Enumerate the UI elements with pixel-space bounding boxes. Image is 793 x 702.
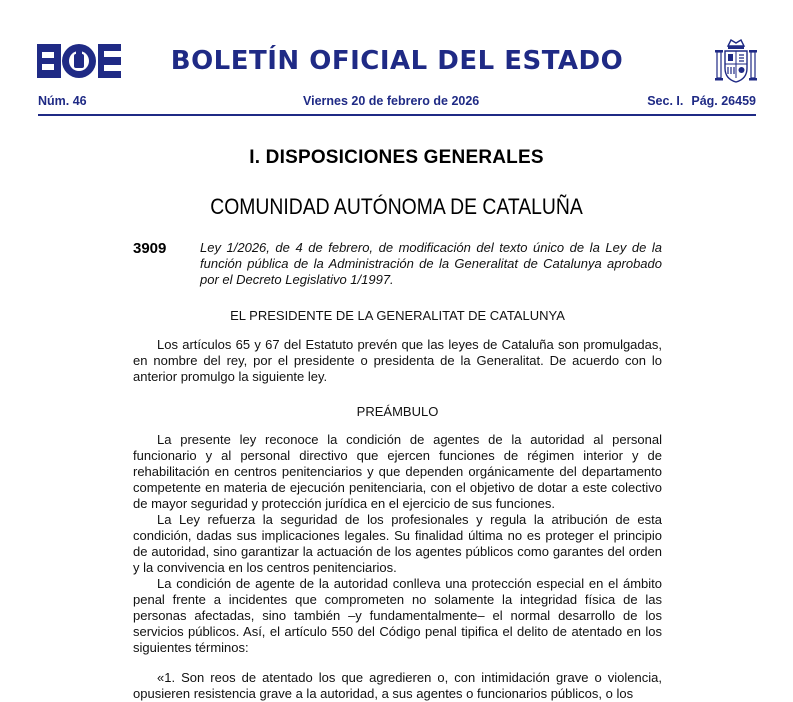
issue-metadata: [38, 94, 756, 112]
boe-logo: [37, 44, 121, 78]
gazette-title: BOLETÍN OFICIAL DEL ESTADO: [170, 46, 624, 76]
section-label: Sec. I.: [647, 94, 684, 108]
promulgation-block: [133, 337, 662, 385]
paragraph: La Ley refuerza la seguridad de los profesionales y regula la atribución de esta condición, dadas sus implicaciones legales. Su finalidad última no es proteger el principio de autoridad, sino garantizar la actuación de los agentes públicos como garantes del orden y la convivencia en los centros penitenciarios.: [133, 512, 662, 575]
issue-date: Viernes 20 de febrero de 2026: [303, 94, 480, 108]
boe-header: [0, 0, 793, 120]
quoted-paragraph: «1. Son reos de atentado los que agredieren o, con intimidación grave o violencia, opusieren resistencia grave a la autoridad, a sus agentes o funcionarios públicos, o los: [133, 670, 662, 701]
section-page: [647, 94, 756, 108]
paragraph: La condición de agente de la autoridad conlleva una protección especial en el ámbito penal frente a incidentes que comprometen no solamente la integridad física de las personas afectadas, sino también –y fundamentalmente– el normal desarrollo de los servicios públicos. Así, el artículo 550 del Código penal tipifica el delito de atentado en los siguientes términos:: [133, 576, 662, 655]
preamble-heading: PREÁMBULO: [356, 404, 439, 419]
law-number: 3909: [133, 240, 167, 257]
president-line-block: [133, 308, 662, 323]
coat-of-arms-icon: [714, 38, 758, 84]
issue-number: Núm. 46: [38, 94, 87, 108]
page-number: Pág. 26459: [691, 94, 756, 108]
law-title: Ley 1/2026, de 4 de febrero, de modificación del texto único de la Ley de la función pública de la Administración de la Generalitat de Catalunya aprobado por el Decreto Legislativo 1/1997.: [200, 240, 662, 287]
promulgation-paragraph: Los artículos 65 y 67 del Estatuto prevén que las leyes de Cataluña son promulgadas, en nombre del rey, por el presidente o presidenta de la Generalitat. De acuerdo con lo anterior promulgo la siguiente ley.: [133, 337, 662, 384]
preamble-body: [133, 432, 662, 702]
president-line: EL PRESIDENTE DE LA GENERALITAT DE CATALUNYA: [230, 308, 565, 323]
preamble-heading-block: [133, 404, 662, 419]
community-heading: COMUNIDAD AUTÓNOMA DE CATALUÑA: [210, 194, 583, 219]
header-divider: [38, 114, 756, 116]
paragraph: La presente ley reconoce la condición de agentes de la autoridad al personal funcionario y al personal directivo que ejercen funciones de régimen interior y de rehabilitación en centros penitenciarios y que dependen orgánicamente del departamento competente en materia de ejecución penitenciaria, con el objetivo de dotar a este colectivo de mayor seguridad y protección jurídica en el ejercicio de sus funciones.: [133, 432, 662, 511]
section-heading: I. DISPOSICIONES GENERALES: [249, 147, 544, 168]
